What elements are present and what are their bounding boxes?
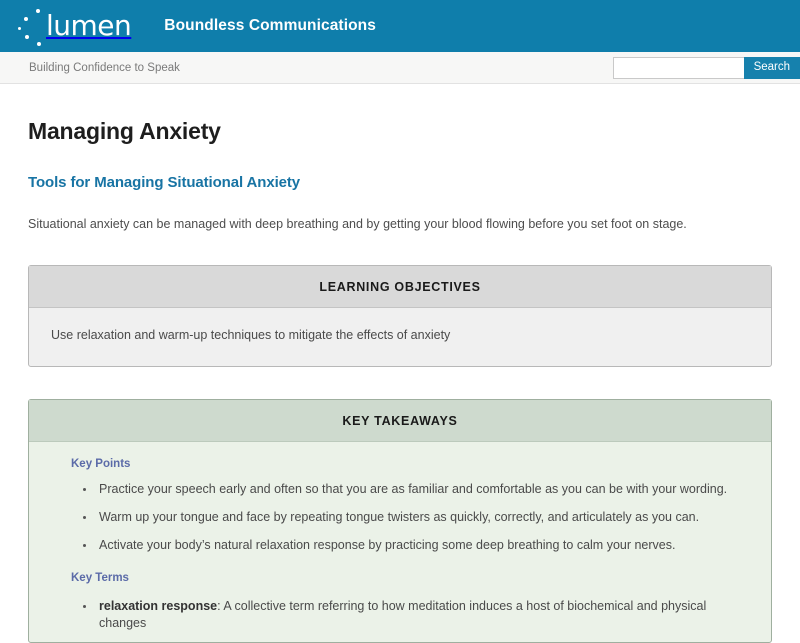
lumen-logo-wordmark: lumen [46, 9, 132, 42]
search-button[interactable]: Search [744, 57, 800, 79]
search-input[interactable] [613, 57, 744, 79]
key-terms-label: Key Terms [71, 571, 129, 584]
learning-objectives-body [29, 308, 771, 366]
learning-objectives-box [28, 265, 772, 367]
sub-header-bar [0, 52, 800, 84]
search-group [613, 57, 800, 79]
main-content [0, 84, 800, 643]
key-takeaways-box [28, 399, 772, 642]
list-item: • Practice your speech early and often so that you are as familiar and comfortable as you can be with your wording. [96, 481, 749, 498]
key-points-list [51, 481, 749, 554]
key-points-label: Key Points [71, 458, 131, 471]
key-term-name: relaxation response [99, 598, 218, 613]
lumen-dots-icon [18, 5, 44, 47]
breadcrumb: Building Confidence to Speak [29, 61, 180, 74]
lead-paragraph: Situational anxiety can be managed with deep breathing and by getting your blood flowing before you set foot on stage. [28, 217, 687, 231]
key-takeaways-body [29, 442, 771, 641]
list-item [96, 598, 749, 632]
key-takeaways-heading: KEY TAKEAWAYS [29, 400, 771, 442]
learning-objective-item: Use relaxation and warm-up techniques to mitigate the effects of anxiety [51, 328, 451, 343]
page-title: Managing Anxiety [28, 118, 221, 144]
list-item: • Activate your body’s natural relaxation response by practicing some deep breathing to calm your nerves. [96, 537, 749, 554]
key-terms-list [51, 598, 749, 632]
key-term-definition: : A collective term referring to how meditation induces a host of biochemical and physical changes [99, 598, 707, 630]
site-title: Boundless Communications [164, 17, 376, 34]
list-item: • Warm up your tongue and face by repeating tongue twisters as quickly, correctly, and articulately as you can. [96, 509, 749, 526]
learning-objectives-heading: LEARNING OBJECTIVES [29, 266, 771, 308]
site-header [0, 0, 800, 52]
section-heading: Tools for Managing Situational Anxiety [28, 174, 301, 191]
lumen-logo-link[interactable] [18, 0, 131, 52]
